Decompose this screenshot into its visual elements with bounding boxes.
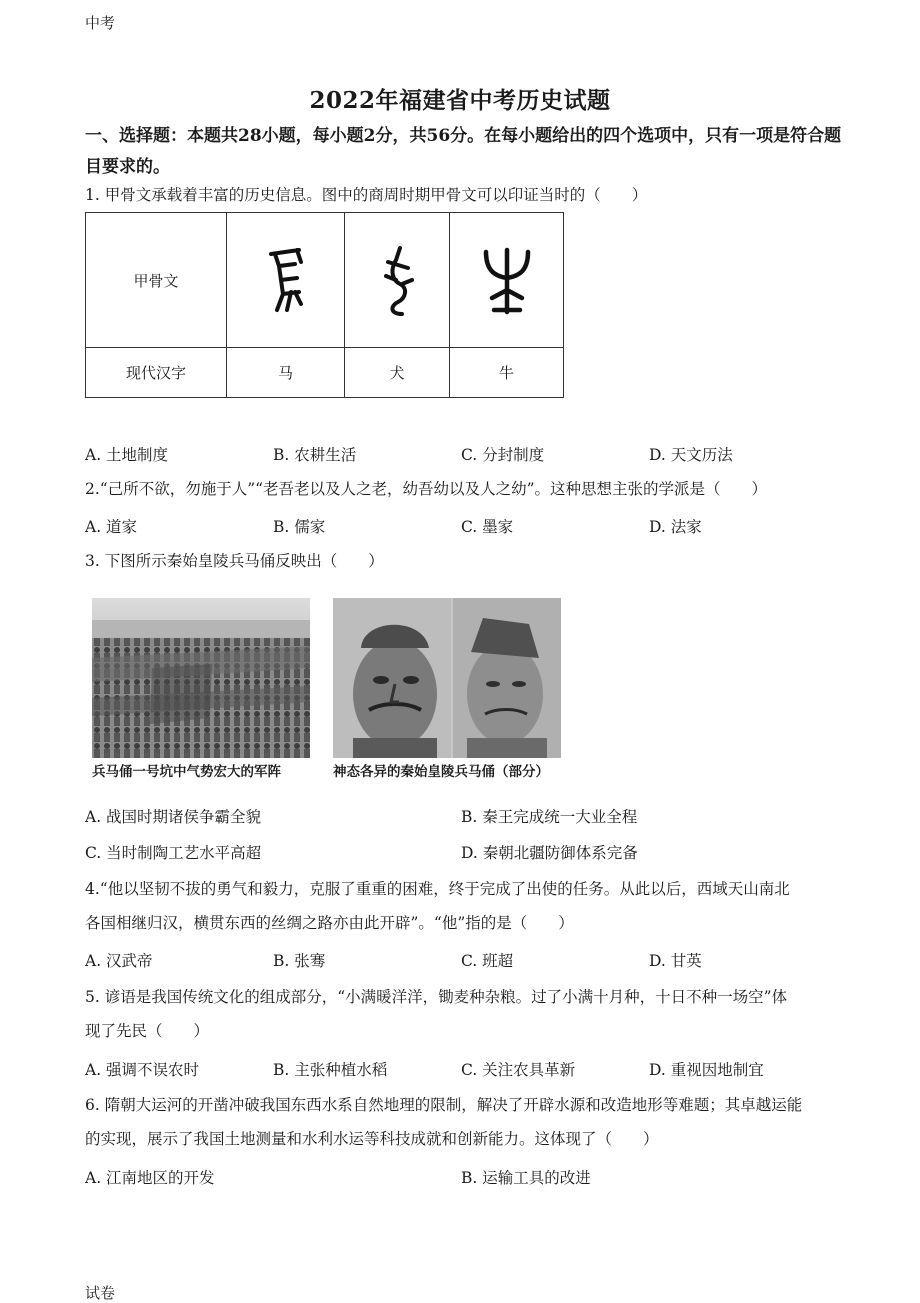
q3-option-a: A. 战国时期诸侯争霸全貌	[85, 808, 262, 826]
q6-option-a: A. 江南地区的开发	[85, 1169, 215, 1187]
photo-caption-right: 神态各异的秦始皇陵兵马俑（部分）	[333, 764, 549, 780]
q1-option-c: C. 分封制度	[461, 446, 545, 464]
page-footer: 试卷	[85, 1284, 116, 1302]
q3-option-b: B. 秦王完成统一大业全程	[461, 808, 638, 826]
q2-stem: 2.“己所不欲，勿施于人”“老吾老以及人之老，幼吾幼以及人之幼”。这种思想主张的学派是（ ）	[85, 480, 767, 498]
q6-stem-line2: 的实现，展示了我国土地测量和水利水运等科技成就和创新能力。这体现了（ ）	[85, 1130, 659, 1148]
terracotta-army-pit-photo	[92, 598, 310, 758]
page-title: 2022年福建省中考历史试题	[309, 87, 611, 114]
q4-option-d: D. 甘英	[649, 952, 702, 970]
oracle-glyph-horse	[227, 213, 345, 348]
q2-option-c: C. 墨家	[461, 518, 514, 536]
terracotta-warrior-heads-photo	[333, 598, 561, 758]
q3-option-c: C. 当时制陶工艺水平高超	[85, 844, 262, 862]
q5-stem-line1: 5. 谚语是我国传统文化的组成部分，“小满暖洋洋，锄麦种杂粮。过了小满十月种，十日不种一场空”体	[85, 988, 788, 1006]
q1-stem: 1. 甲骨文承载着丰富的历史信息。图中的商周时期甲骨文可以印证当时的（ ）	[85, 186, 648, 204]
oracle-glyph-ox	[450, 213, 564, 348]
q4-option-a: A. 汉武帝	[85, 952, 153, 970]
q1-option-b: B. 农耕生活	[273, 446, 357, 464]
photo-caption-left: 兵马俑一号坑中气势宏大的军阵	[92, 764, 281, 780]
modern-char: 牛	[450, 348, 564, 398]
q4-stem-line2: 各国相继归汉，横贯东西的丝绸之路亦由此开辟”。“他”指的是（ ）	[85, 914, 574, 932]
q2-option-d: D. 法家	[649, 518, 702, 536]
q2-option-a: A. 道家	[85, 518, 138, 536]
q6-stem-line1: 6. 隋朝大运河的开凿冲破我国东西水系自然地理的限制，解决了开辟水源和改造地形等难题；其卓越运能	[85, 1096, 803, 1114]
page-header: 中考	[85, 14, 116, 32]
q5-option-a: A. 强调不误农时	[85, 1061, 200, 1079]
q3-option-d: D. 秦朝北疆防御体系完备	[461, 844, 638, 862]
q1-option-a: A. 土地制度	[85, 446, 169, 464]
section-heading: 一、选择题：本题共28小题，每小题2分，共56分。在每小题给出的四个选项中，只有一项是符合题目要求的。	[85, 126, 842, 177]
oracle-bone-table	[85, 212, 564, 398]
q4-option-b: B. 张骞	[273, 952, 326, 970]
q1-option-d: D. 天文历法	[649, 446, 733, 464]
q4-option-c: C. 班超	[461, 952, 514, 970]
q5-option-b: B. 主张种植水稻	[273, 1061, 388, 1079]
q3-stem: 3. 下图所示秦始皇陵兵马俑反映出（ ）	[85, 552, 384, 570]
table-row-label: 现代汉字	[86, 348, 227, 398]
q4-stem-line1: 4.“他以坚韧不拔的勇气和毅力，克服了重重的困难，终于完成了出使的任务。从此以后，西域天山南北	[85, 880, 790, 898]
q2-option-b: B. 儒家	[273, 518, 326, 536]
modern-char: 犬	[345, 348, 450, 398]
q6-option-b: B. 运输工具的改进	[461, 1169, 591, 1187]
table-row-label: 甲骨文	[86, 213, 227, 348]
oracle-glyph-dog	[345, 213, 450, 348]
modern-char: 马	[227, 348, 345, 398]
q5-option-c: C. 关注农具革新	[461, 1061, 576, 1079]
q5-option-d: D. 重视因地制宜	[649, 1061, 764, 1079]
q5-stem-line2: 现了先民（ ）	[85, 1022, 210, 1040]
